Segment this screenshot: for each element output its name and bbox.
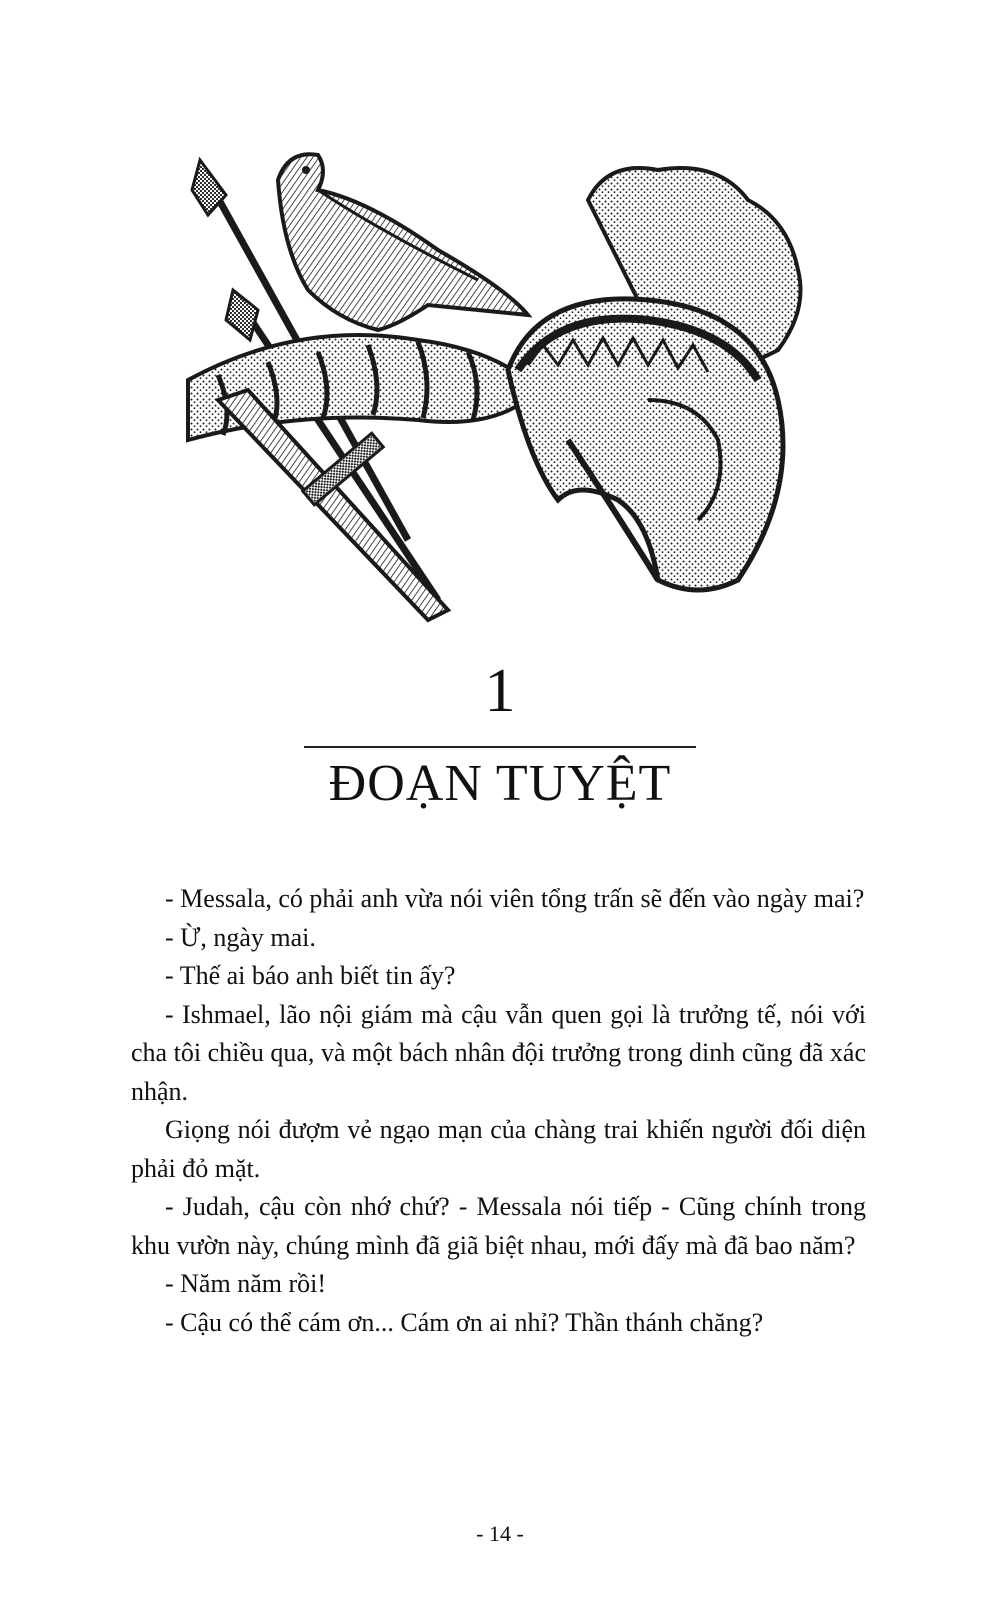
paragraph: - Ishmael, lão nội giám mà cậu vẫn quen gọi là trưởng tế, nói với cha tôi chiều qua, và một bách nhân đội trưởng trong dinh cũng đã xác nhận.	[131, 999, 866, 1106]
paragraph: - Messala, có phải anh vừa nói viên tổng trấn sẽ đến vào ngày mai?	[165, 884, 865, 913]
chapter-body	[131, 880, 866, 1342]
eagle-icon	[278, 154, 528, 330]
roman-helmet-icon	[508, 168, 801, 590]
page-number: - 14 -	[476, 1521, 524, 1546]
chapter-divider	[304, 746, 696, 748]
sword-icon	[218, 390, 448, 620]
paragraph: - Cậu có thể cám ơn... Cám ơn ai nhỉ? Thần thánh chăng?	[165, 1307, 764, 1337]
paragraph: Giọng nói đượm vẻ ngạo mạn của chàng trai khiến người đối diện phải đỏ mặt.	[131, 1115, 866, 1183]
paragraph: - Judah, cậu còn nhớ chứ? - Messala nói tiếp - Cũng chính trong khu vườn này, chúng mình đã giã biệt nhau, mới đấy mà đã bao năm?	[131, 1192, 866, 1260]
roman-helmet-eagle-weapons-engraving-icon	[178, 140, 818, 630]
paragraph: - Ừ, ngày mai.	[165, 922, 316, 952]
chapter-title: ĐOẠN TUYỆT	[328, 755, 672, 812]
chapter-number: 1	[484, 657, 516, 725]
paragraph: - Thế ai báo anh biết tin ấy?	[165, 961, 456, 990]
paragraph: - Năm năm rồi!	[165, 1269, 327, 1298]
